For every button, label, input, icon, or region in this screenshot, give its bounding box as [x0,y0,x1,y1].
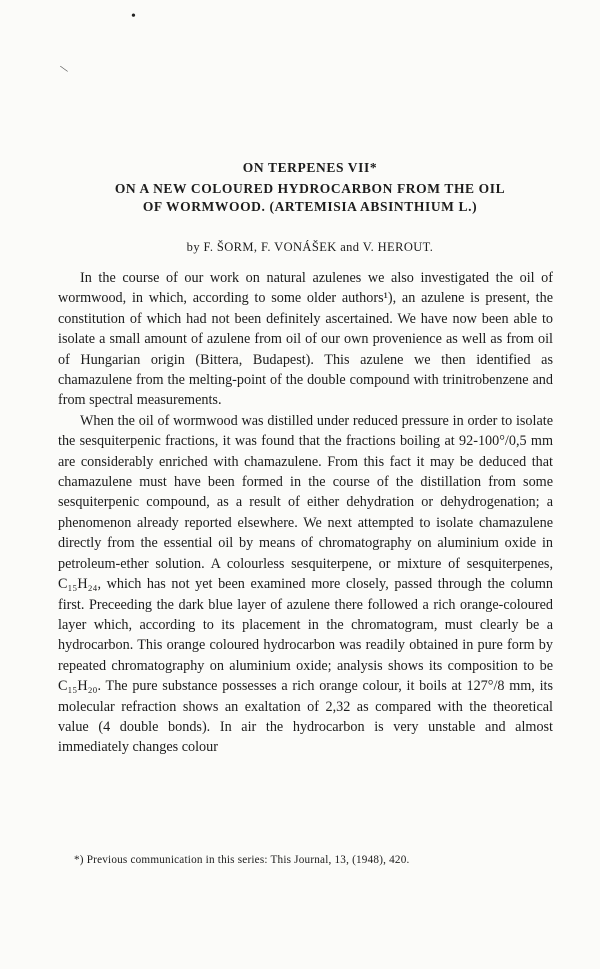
series-title: ON TERPENES VII* [242,160,378,175]
pencil-mark: \ [58,61,70,76]
article-title-line-2: OF WORMWOOD. (ARTEMISIA ABSINTHIUM L.) [142,199,478,214]
article-body [58,268,553,758]
print-speck: • [131,9,136,24]
article-title [40,180,580,216]
article-title-line-1: ON A NEW COLOURED HYDROCARBON FROM THE OIL [114,181,506,196]
author-line: by F. ŠORM, F. VONÁŠEK and V. HEROUT. [186,240,434,254]
article-heading [40,160,580,216]
paragraph-2: When the oil of wormwood was distilled under reduced pressure in order to isolate the sesquiterpenic fractions, it was found that the fractions boiling at 92-100°/0,5 mm are considerably enriched with chamazulene. From this fact it may be deduced that chamazulene must have been formed in the course of the distillation from some sesquiterpenic compound, as a result of either dehydration or dehydrogenation; a phenomenon already reported elsewhere. We next attempted to isolate chamazulene directly from the essential oil by means of chromatography on aluminium oxide in petroleum-ether solution. A colourless sesquiterpene, or mixture of sesquiterpenes, C₁₅H₂₄, which has not yet been examined more closely, passed through the column first. Preceeding the dark blue layer of azulene there followed a rich orange-coloured layer which, according to its placement in the chromatogram, must clearly be a hydrocarbon. This orange coloured hydrocarbon was readily obtained in pure form by repeated chromatography on aluminium oxide; analysis shows its composition to be C₁₅H₂₀. The pure substance possesses a rich orange colour, it boils at 127°/8 mm, its molecular refraction shows an exaltation of 2,32 as compared with the theoretical value (4 double bonds). In air the hydrocarbon is very unstable and almost immediately changes colour [58,412,553,756]
paragraph-1: In the course of our work on natural azulenes we also investigated the oil of wormwood, in which, according to some older authors¹), an azulene is present, the constitution of which had not been definitely ascertained. We have now been able to isolate a small amount of azulene from oil of our own provenience as well as from oil of Hungarian origin (Bittera, Budapest). This azulene we then identified as chamazulene from the melting-point of the double compound with trinitrobenzene and from spectral measurements. [58,270,553,409]
footnote: *) Previous communication in this series: This Journal, 13, (1948), 420. [74,854,410,866]
